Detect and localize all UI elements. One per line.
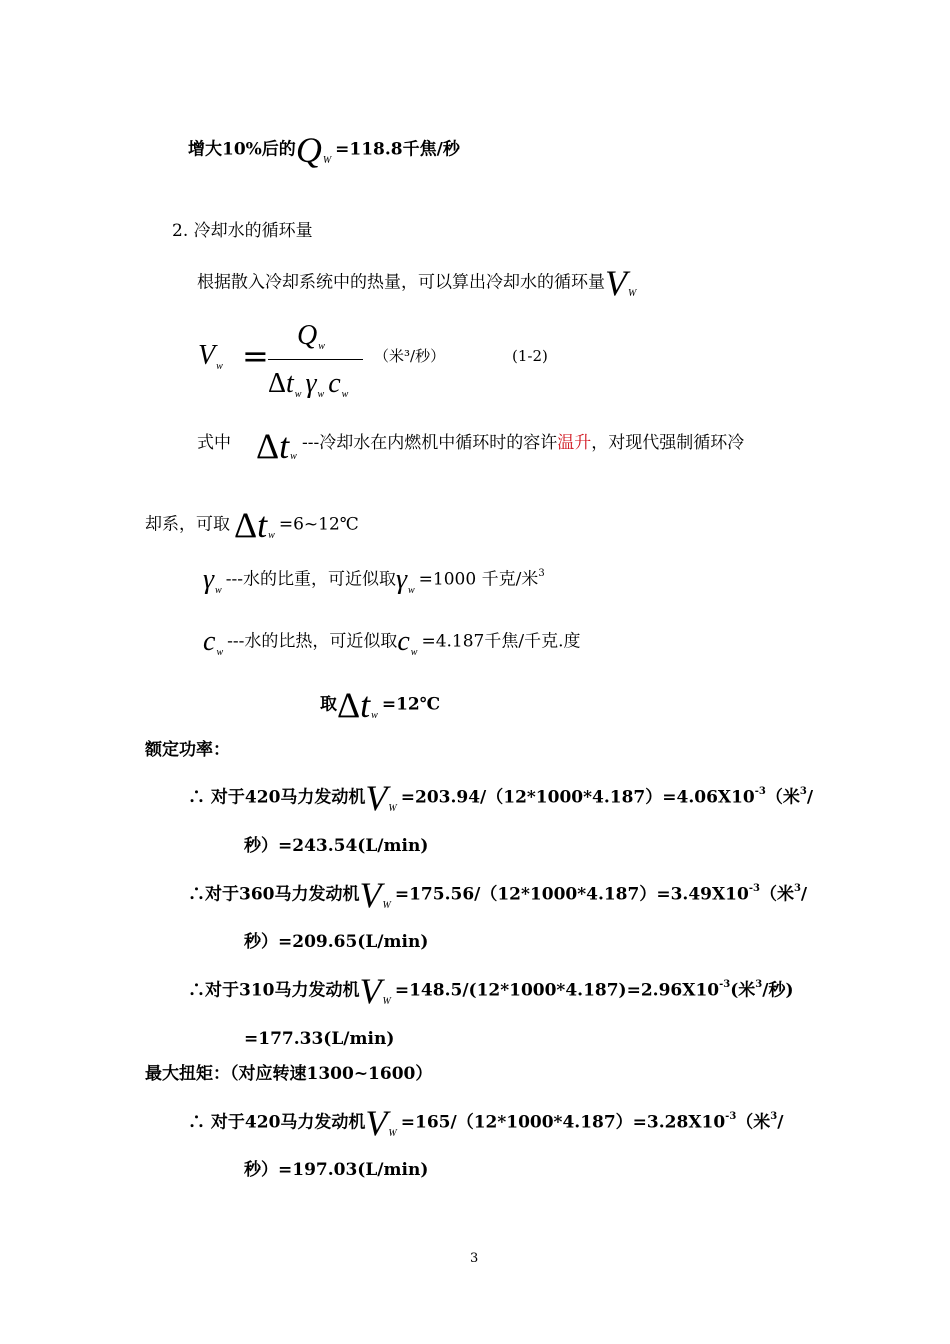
c-subscript: w <box>410 646 418 658</box>
rated-power-title: 额定功率： <box>145 740 230 760</box>
v-subscript: W <box>382 995 391 1007</box>
c-symbol: c <box>203 626 216 657</box>
formula-lhs-symbol: V <box>198 340 216 371</box>
formula-unit: （米³/秒） <box>374 347 446 365</box>
unit-superscript: 3 <box>799 785 807 797</box>
v-symbol: V <box>365 1103 388 1143</box>
unit-superscript: 3 <box>755 978 763 990</box>
c-subscript: w <box>341 388 349 400</box>
unit-cont: / <box>800 884 808 905</box>
engine-label: ∴对于310马力发动机 <box>188 980 360 1001</box>
formula-lhs-subscript: w <box>216 360 223 372</box>
take-value: =12℃ <box>381 694 441 715</box>
section-title: 2. 冷却水的循环量 <box>172 221 313 241</box>
t-symbol: t <box>286 368 294 399</box>
heat-increase-label: 增大10%后的 <box>188 139 296 160</box>
v-subscript: W <box>388 1127 397 1139</box>
v-subscript: W <box>388 802 397 814</box>
unit-cont: / <box>777 1112 784 1133</box>
exponent: -3 <box>719 978 731 990</box>
t-symbol: t <box>360 685 371 725</box>
gamma-symbol: γ <box>305 368 317 399</box>
delta-symbol: Δ <box>234 505 258 545</box>
rated-310-result: =177.33(L/min) <box>244 1029 395 1049</box>
rated-420-line <box>188 780 813 816</box>
range-value: =6~12℃ <box>278 514 359 535</box>
engine-label: ∴对于360马力发动机 <box>188 884 360 905</box>
heat-increase-value: =118.8千焦/秒 <box>335 139 460 160</box>
temperature-rise-term: 温升 <box>557 433 592 453</box>
v-symbol: V <box>605 263 627 303</box>
c-value: =4.187千焦/千克.度 <box>421 631 581 652</box>
unit: （米 <box>759 884 794 905</box>
t-subscript: w <box>268 529 275 541</box>
rated-310-line <box>188 973 794 1009</box>
unit: （米 <box>736 1112 771 1133</box>
gamma-subscript: w <box>317 388 325 400</box>
engine-label: ∴ 对于420马力发动机 <box>188 1112 366 1133</box>
numerator-subscript: w <box>318 340 325 352</box>
page-number: 3 <box>470 1251 479 1266</box>
exponent: -3 <box>754 785 766 797</box>
unit-superscript: 3 <box>770 1110 778 1122</box>
take-line <box>320 687 440 723</box>
delta-symbol: Δ <box>337 685 361 725</box>
c-subscript: w <box>216 646 224 658</box>
intro-line <box>197 265 640 301</box>
heat-increase-line <box>188 132 460 168</box>
rated-420-result: 秒）=243.54(L/min) <box>244 836 429 856</box>
gamma-value: =1000 千克/米 <box>418 569 539 590</box>
t-subscript: w <box>371 709 378 721</box>
unit: （米 <box>765 787 800 808</box>
range-label: 却系，可取 <box>145 514 230 535</box>
q-subscript: W <box>322 154 332 166</box>
formula-denominator <box>268 370 352 398</box>
gamma-subscript: w <box>408 584 415 596</box>
engine-label: ∴ 对于420马力发动机 <box>188 787 366 808</box>
exponent: -3 <box>725 1110 737 1122</box>
c-symbol: c <box>328 368 341 399</box>
unit-cont: /秒) <box>762 980 794 1001</box>
t-subscript: w <box>294 388 302 400</box>
take-label: 取 <box>320 694 337 715</box>
t-symbol: t <box>279 426 290 466</box>
t-symbol: t <box>257 505 268 545</box>
flow-expression: =148.5/(12*1000*4.187)=2.96X10 <box>394 980 720 1001</box>
rated-360-result: 秒）=209.65(L/min) <box>244 932 429 952</box>
formula-lhs <box>198 342 227 370</box>
max-torque-title: 最大扭矩：（对应转速1300~1600） <box>145 1064 433 1084</box>
unit: (米 <box>730 980 756 1001</box>
delta-symbol: Δ <box>268 368 287 399</box>
gamma-subscript: w <box>215 584 222 596</box>
intro-text: 根据散入冷却系统中的热量，可以算出冷却水的循环量 <box>197 272 605 293</box>
unit-superscript: 3 <box>793 882 801 894</box>
where-text-cont: ，对现代强制循环冷 <box>591 433 745 453</box>
equals-sign: = <box>242 337 269 375</box>
where-text: ---冷却水在内燃机中循环时的容许 <box>302 433 558 453</box>
v-subscript: W <box>628 287 637 299</box>
exponent: -3 <box>748 882 760 894</box>
t-subscript: w <box>290 450 297 462</box>
cubic-superscript: 3 <box>538 567 545 579</box>
v-subscript: W <box>382 899 391 911</box>
rated-360-line <box>188 877 807 913</box>
delta-symbol: Δ <box>256 426 280 466</box>
torque-420-result: 秒）=197.03(L/min) <box>244 1160 429 1180</box>
where-description <box>302 433 744 453</box>
where-symbol <box>256 428 301 464</box>
v-symbol: V <box>365 778 388 818</box>
gamma-symbol: γ <box>395 564 407 595</box>
gamma-description: ---水的比重，可近似取 <box>225 569 396 590</box>
c-symbol: c <box>397 626 410 657</box>
flow-expression: =165/（12*1000*4.187）=3.28X10 <box>400 1112 726 1133</box>
where-continuation <box>145 507 359 543</box>
formula-numerator <box>297 322 329 350</box>
fraction-bar <box>268 359 363 360</box>
numerator-symbol: Q <box>297 320 318 351</box>
unit-cont: / <box>806 787 814 808</box>
v-symbol: V <box>359 875 382 915</box>
c-description: ---水的比热，可近似取 <box>227 631 398 652</box>
c-line <box>203 628 581 656</box>
formula-number: (1-2) <box>512 347 548 365</box>
q-symbol: Q <box>295 130 322 170</box>
flow-expression: =203.94/（12*1000*4.187）=4.06X10 <box>400 787 755 808</box>
gamma-line <box>203 566 545 594</box>
v-symbol: V <box>359 971 382 1011</box>
torque-420-line <box>188 1105 783 1141</box>
flow-expression: =175.56/（12*1000*4.187）=3.49X10 <box>394 884 749 905</box>
gamma-symbol: γ <box>203 564 215 595</box>
where-label: 式中 <box>197 433 231 453</box>
